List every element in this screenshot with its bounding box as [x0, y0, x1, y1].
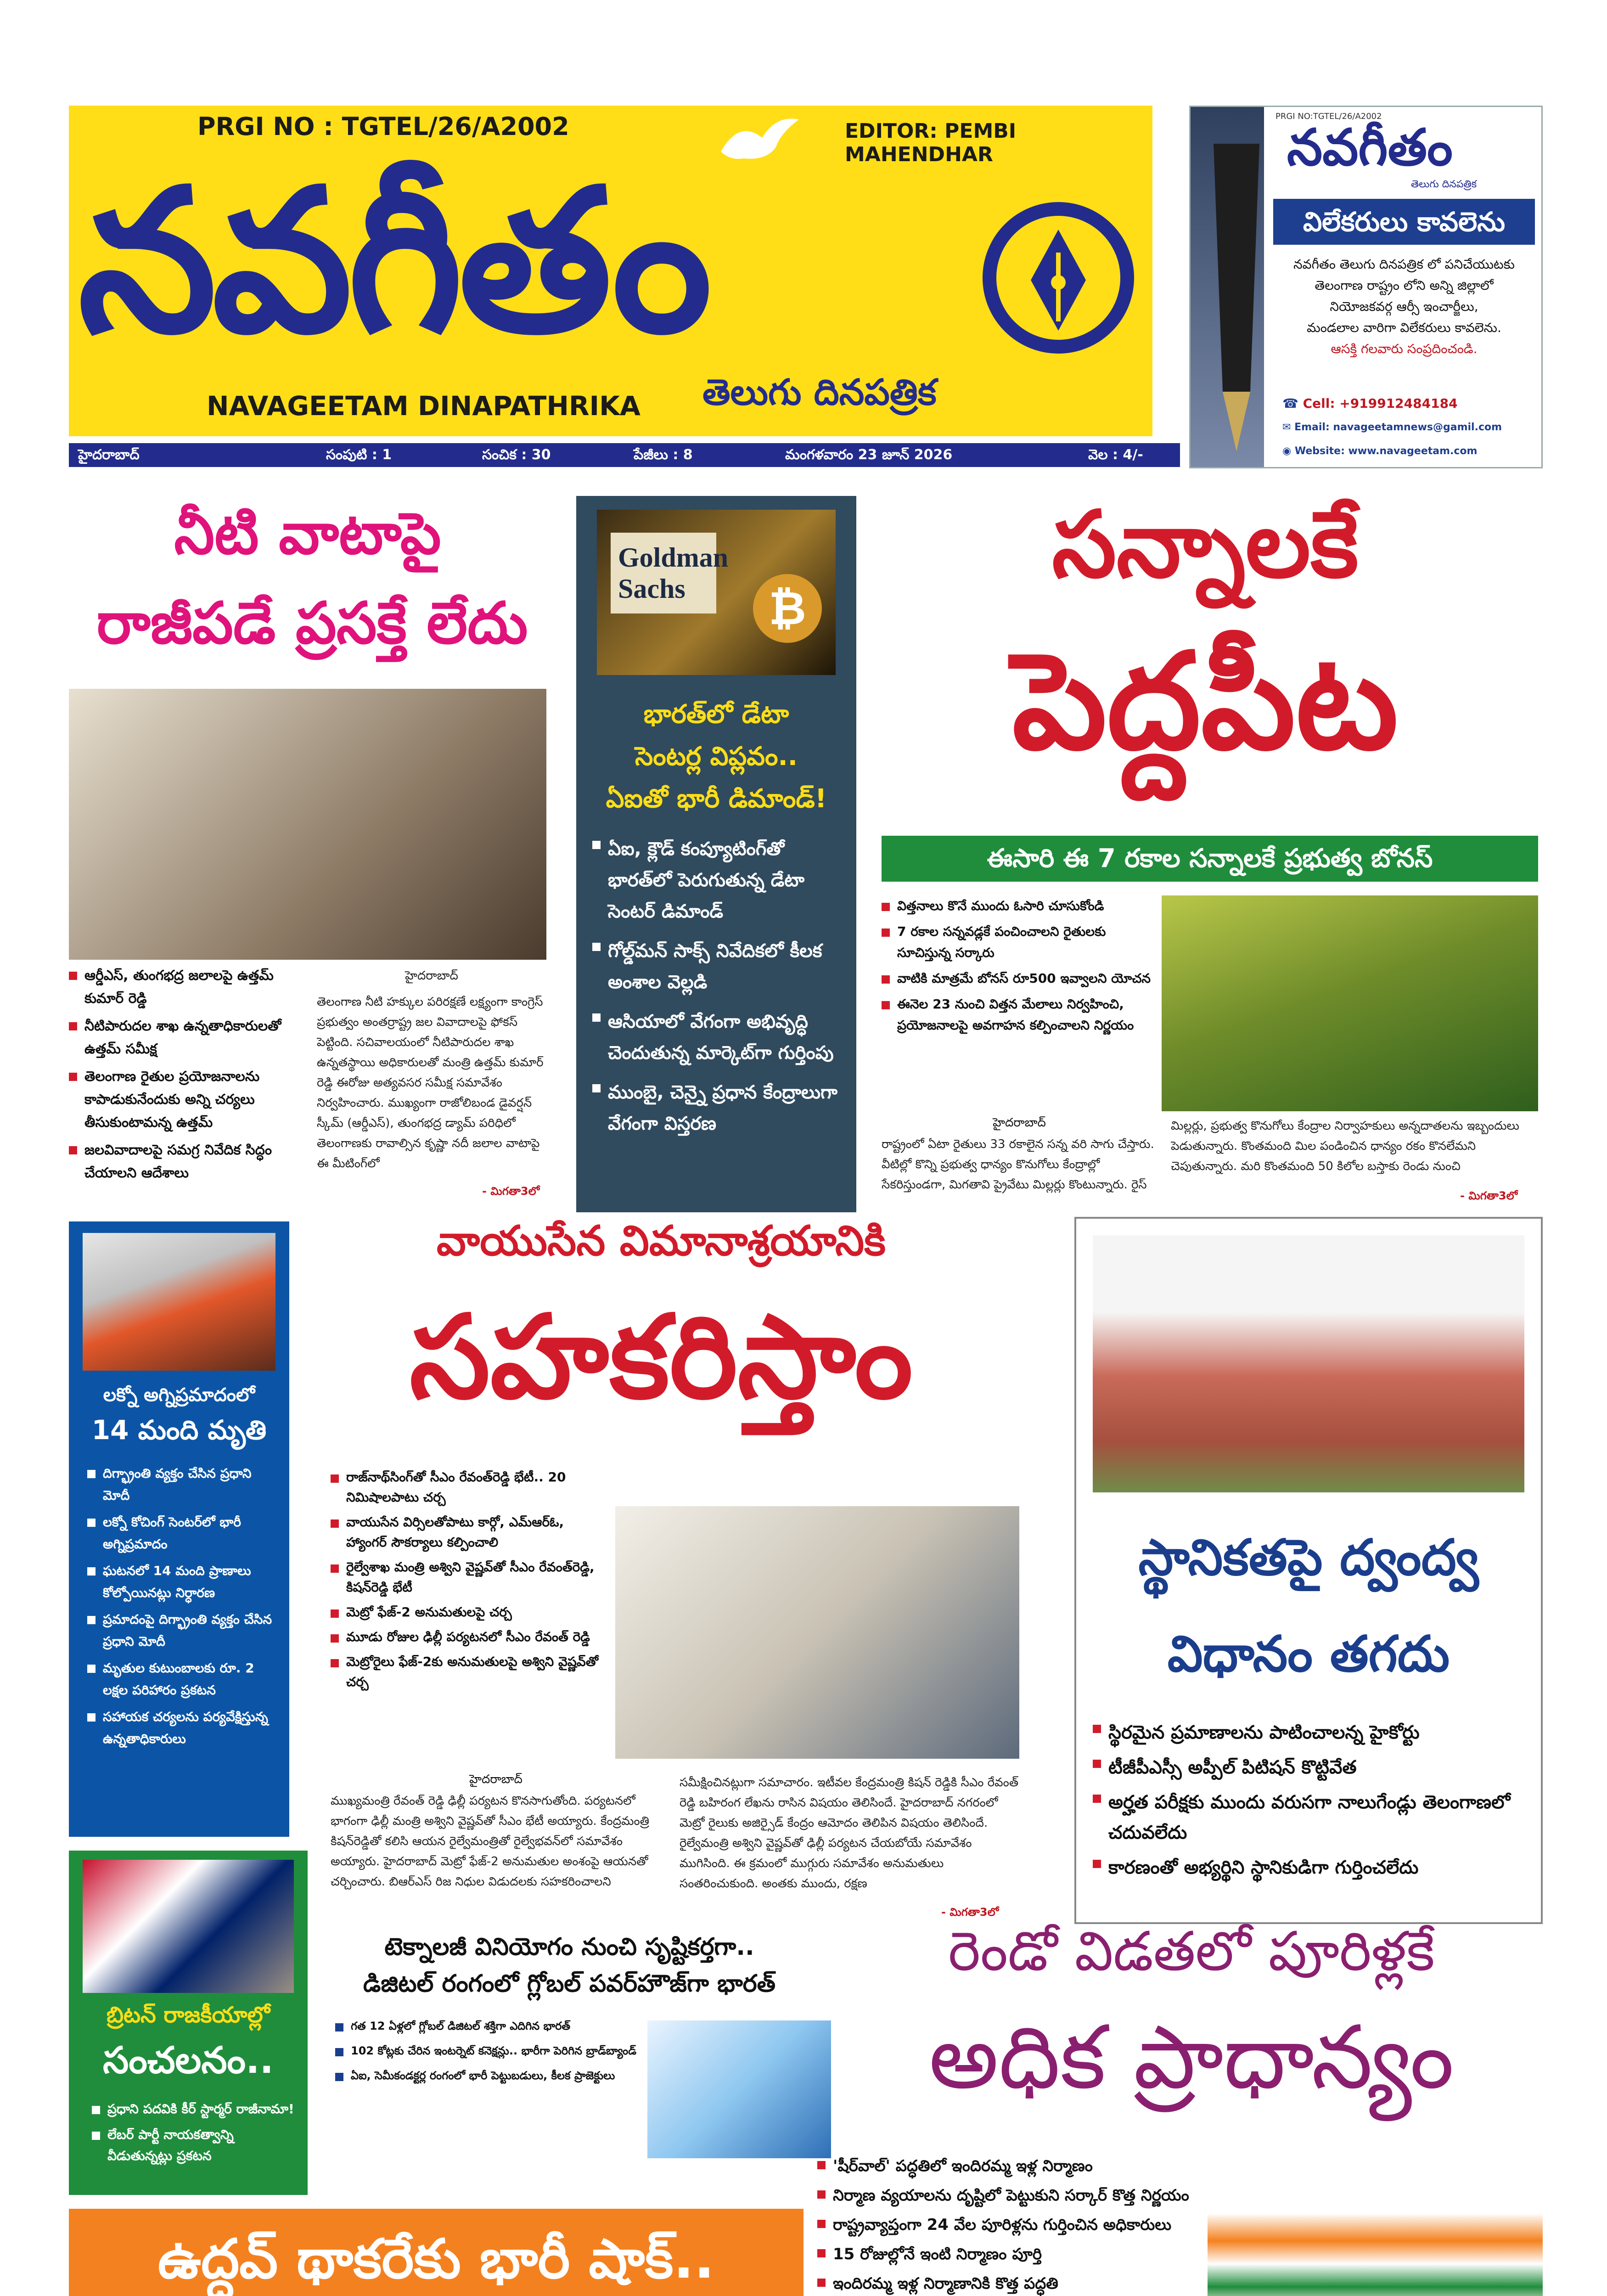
- list-item: గత 12 ఏళ్లలో గ్లోబల్ డిజిటల్ శక్తిగా ఎదిగిన భారత్: [335, 2016, 638, 2036]
- english-name: NAVAGEETAM DINAPATHRIKA: [207, 390, 641, 422]
- list-item: స్థిరమైన ప్రమాణాలను పాటించాలన్న హైకోర్టు: [1093, 1717, 1529, 1748]
- list-item: ఇందిరమ్మ ఇళ్ల నిర్మాణానికి కొత్త పద్ధతి: [817, 2271, 1198, 2296]
- list-item: లక్నో కోచింగ్ సెంటర్‌లో భారీ అగ్నిప్రమాదం: [87, 1511, 280, 1555]
- indiramma-house-photo: [1208, 2167, 1543, 2296]
- ad-body-line: నవగీతం తెలుగు దినపత్రిక లో పనిచేయుటకు: [1293, 257, 1515, 272]
- starmer-photo: [83, 1860, 294, 1993]
- story5-dateline: హైదరాబాద్: [469, 1773, 523, 1786]
- rice-crop-photo: [1162, 895, 1538, 1111]
- story9-headline1: రెండో విడతలో పూరిళ్లకే: [948, 1919, 1435, 1983]
- ad-subtitle: తెలుగు దినపత్రిక: [1411, 179, 1477, 190]
- list-item: 102 కోట్లకు చేరిన ఇంటర్నెట్ కనెక్షన్లు.. భారీగా పెరిగిన బ్రాడ్‌బ్యాండ్: [335, 2041, 638, 2061]
- story2-headline2: సెంటర్ల విప్లవం..: [635, 742, 798, 771]
- story6-headline2: విధానం తగదు: [1167, 1626, 1450, 1683]
- tagline: తెలుగు దినపత్రిక: [702, 372, 937, 413]
- list-item: ప్రధాని పదవికి కీర్ స్టార్మర్ రాజీనామా!: [92, 2099, 298, 2120]
- reporter-wanted-ad: [1189, 106, 1543, 468]
- story1-bullets: [69, 964, 308, 1189]
- info-pages: పేజీలు : 8: [634, 447, 693, 463]
- list-item: రైల్వేశాఖ మంత్రి అశ్విని వైష్ణవ్‌తో సీఎం రేవంత్‌రెడ్డి, కిషన్‌రెడ్డి భేటీ: [331, 1557, 606, 1598]
- story3-body1: రాష్ట్రంలో ఏటా రైతులు 33 రకాలైన సన్న వరి సాగు చేస్తారు. వీటిల్లో కొన్ని ప్రభుత్వ ధాన్యం కొనుగోలు కేంద్రాల్లో సేకరిస్తుండగా, మిగతావి ప్రైవేటు మిల్లర్లు కొంటున్నారు. రైస్: [882, 1137, 1154, 1192]
- ad-pen-icon: [1204, 135, 1273, 456]
- email-icon: ✉: [1282, 422, 1295, 433]
- ad-headline: విలేకరులు కావలెను: [1273, 199, 1535, 245]
- list-item: విత్తనాలు కొనే ముందు ఓసారి చూసుకోండి: [882, 895, 1157, 917]
- phone-icon: ☎: [1282, 396, 1303, 411]
- ad-contact-cell: ☎ Cell: +919912484184: [1282, 396, 1458, 411]
- list-item: తెలంగాణ రైతుల ప్రయోజనాలను కాపాడుకునేందుకు అన్ని చర్యలు తీసుకుంటామన్న ఉత్తమ్: [69, 1065, 308, 1134]
- story4-bullets: [87, 1463, 280, 1755]
- story7-bullets: [92, 2099, 298, 2171]
- ad-body-line: ఆసక్తి గలవారు సంప్రదించండి.: [1331, 341, 1478, 356]
- story5-headline1: వాయుసేన విమానాశ్రయానికి: [436, 1217, 886, 1265]
- list-item: వాటికి మాత్రమే బోనస్ రూ500 ఇవ్వాలని యోచన: [882, 968, 1157, 989]
- list-item: మెట్రోరైలు ఫేజ్-2కు అనుమతులపై అశ్విని వైష్ణవ్‌తో చర్చ: [331, 1652, 606, 1692]
- story7-headline2: సంచలనం..: [103, 2039, 274, 2082]
- list-item: మృతుల కుటుంబాలకు రూ. 2 లక్షల పరిహారం ప్రకటన: [87, 1657, 280, 1701]
- list-item: ఆసియాలో వేగంగా అభివృద్ధి చెందుతున్న మార్కెట్‌గా గుర్తింపు: [592, 1006, 845, 1069]
- list-item: ముంబై, చెన్నై ప్రధాన కేంద్రాలుగా వేగంగా విస్తరణ: [592, 1077, 845, 1139]
- story1-body: తెలంగాణ నీటి హక్కుల పరిరక్షణే లక్ష్యంగా కాంగ్రెస్ ప్రభుత్వం అంతర్రాష్ట్ర జల వివాదాలపై ఫోకస్ పెట్టింది. సచివాలయంలో నీటిపారుదల శాఖ ఉన్నతస్థాయి అధికారులతో మంత్రి ఉత్తమ్ కుమార్ రెడ్డి ఈరోజు అత్యవసర సమీక్ష సమావేశం నిర్వహించారు. ముఖ్యంగా రాజోలిబండ డైవర్షన్ స్కీమ్ (ఆర్డీఎస్), తుంగభద్ర డ్యామ్ పరిధిలో తెలంగాణకు రావాల్సిన కృష్ణా నదీ జలాల వాటాపై ఈ మీటింగ్‌లో: [317, 995, 544, 1171]
- list-item: ఈనెల 23 నుంచి విత్తన మేలాలు నిర్వహించి, ప్రయోజనాలపై అవగాహన కల్పించాలని నిర్ణయం: [882, 994, 1157, 1036]
- story5-byline: - మిగతా3లో: [941, 1906, 999, 1919]
- story2-headline: [583, 693, 849, 820]
- story8-headline1: టెక్నాలజీ వినియోగం నుంచి సృష్టికర్తగా..: [384, 1933, 754, 1961]
- info-city: హైదరాబాద్: [78, 447, 140, 463]
- story5-bullets: [331, 1467, 606, 1697]
- info-volume: సంపుటి : 1: [326, 447, 392, 463]
- list-item: ఆర్డీఎస్, తుంగభద్ర జలాలపై ఉత్తమ్ కుమార్ రెడ్డి: [69, 964, 308, 1010]
- list-item: ఏఐ, సెమీకండక్టర్ల రంగంలో భారీ పెట్టుబడులు, కీలక ప్రాజెక్టులు: [335, 2065, 638, 2086]
- list-item: జలవివాదాలపై సమగ్ర నివేదిక సిద్ధం చేయాలని ఆదేశాలు: [69, 1139, 308, 1185]
- story10-headline: ఉద్ధవ్ థాకరేకు భారీ షాక్..: [157, 2227, 715, 2290]
- story3-banner: ఈసారి ఈ 7 రకాల సన్నాలకే ప్రభుత్వ బోనస్: [882, 836, 1538, 882]
- goldman-sachs-image: [597, 510, 836, 675]
- ad-body-line: మండలాల వారిగా విలేకరులు కావలెను.: [1307, 320, 1501, 335]
- list-item: మెట్రో ఫేజ్-2 అనుమతులపై చర్చ: [331, 1602, 606, 1622]
- ad-body-line: తెలంగాణ రాష్ట్రం లోని అన్ని జిల్లాలో: [1315, 278, 1494, 293]
- info-issue: సంచిక : 30: [482, 447, 551, 463]
- goldman-sachs-label: Goldman Sachs: [611, 533, 716, 613]
- story6-bullets: [1093, 1717, 1529, 1887]
- list-item: అర్హత పరీక్షకు ముందు వరుసగా నాలుగేండ్లు తెలంగాణలో చదువలేదు: [1093, 1787, 1529, 1848]
- revanth-rajnath-photo: [615, 1506, 1019, 1759]
- masthead: [69, 106, 1152, 436]
- editor-name: EDITOR: PEMBI MAHENDHAR: [845, 119, 1017, 166]
- story1-byline: - మిగతా3లో: [482, 1185, 540, 1198]
- story5-body2: సమీక్షించినట్లుగా సమాచారం. ఇటీవల కేంద్రమంత్రి కిషన్ రెడ్డికి సీఎం రేవంత్ రెడ్డి బహిరంగ లేఖను రాసిన విషయం తెలిసిందే. హైదరాబాద్ నగరంలో మెట్రో రైలుకు అజిర్సైడ్ కేంద్రం ఆమోదం తెలిపిన విషయం తెలిసిందే. రైల్వేమంత్రి అశ్విని వైష్ణవ్‌తో ఢిల్లీ పర్యటన చేయబోయే సమావేశం ముగిసింది. ఈ క్రమంలో ముగ్గురు సమావేశం అనుమతులు సంతరించుకుంది. అంతకు ముందు, రక్షణ: [680, 1776, 1019, 1891]
- ad-body-line: నియోజకవర్గ ఆర్సీ ఇంచార్జీలు,: [1330, 299, 1478, 314]
- story5-body1: ముఖ్యమంత్రి రేవంత్ రెడ్డి ఢిల్లీ పర్యటన కొనసాగుతోంది. పర్యటనలో భాగంగా ఢిల్లీ మంత్రి అశ్విని వైష్ణవ్‌తో సీఎం భేటీ అయ్యారు. కేంద్రమంత్రి కిషన్‌రెడ్డితో కలిసి ఆయన రైల్వేమంత్రితో రైల్వేభవన్‌లో సమావేశం అయ్యారు. హైదరాబాద్ మెట్రో ఫేజ్-2 అనుమతుల అంశంపై ఆయనతో చర్చించారు. బిఆర్ఎస్ రిజ నిధుల విడుదలకు సహకరించాలని: [331, 1794, 650, 1889]
- dove-icon: [712, 110, 804, 170]
- ad-contact-email: ✉ Email: navageetamnews@gamil.com: [1282, 422, 1502, 433]
- story5-headline2: సహకరిస్తాం: [410, 1290, 913, 1424]
- list-item: గోల్డ్‌మన్ సాక్స్ నివేదికలో కీలక అంశాల వెల్లడి: [592, 935, 845, 998]
- list-item: నిర్మాణ వ్యయాలను దృష్టిలో పెట్టుకుని సర్కార్ కొత్త నిర్ణయం: [817, 2183, 1198, 2208]
- list-item: ఘటనలో 14 మంది ప్రాణాలు కోల్పోయినట్లు నిర్ధారణ: [87, 1560, 280, 1604]
- story3-byline: - మిగతా3లో: [1460, 1189, 1518, 1202]
- story3-headline1: సన్నాలకే: [1052, 491, 1359, 598]
- story1-headline1: నీటి వాటాపై: [174, 501, 441, 567]
- story2-headline3: ఏఐతో భారీ డిమాండ్!: [606, 784, 827, 814]
- info-price: వెల : 4/-: [1088, 447, 1143, 463]
- story9-headline2: అధిక ప్రాధాన్యం: [929, 2007, 1454, 2108]
- prgi-number: PRGI NO : TGTEL/26/A2002: [197, 112, 569, 141]
- ad-title: నవగీతం: [1287, 118, 1453, 177]
- list-item: సహాయక చర్యలను పర్యవేక్షిస్తున్న ఉన్నతాధికారులు: [87, 1706, 280, 1750]
- story3-bullets: [882, 895, 1157, 1041]
- story2-bullets: [592, 833, 845, 1148]
- story4-headline: [73, 1378, 285, 1447]
- story3-headline2: పెద్దపీట: [1012, 625, 1399, 779]
- uttam-kumar-photo: [69, 689, 546, 960]
- info-date: మంగళవారం 23 జూన్ 2026: [785, 447, 953, 463]
- fire-photo: [83, 1233, 275, 1371]
- list-item: వాయుసేన విర్సిలతోపాటు కార్గో, ఎమ్ఆర్ఓ, హ్యాంగర్ సౌకర్యాలు కల్పించాలి: [331, 1512, 606, 1553]
- list-item: టీజీపీఎస్సీ అప్పీల్ పిటిషన్ కొట్టివేత: [1093, 1752, 1529, 1783]
- list-item: కారణంతో అభ్యర్థిని స్థానికుడిగా గుర్తించలేదు: [1093, 1852, 1529, 1883]
- list-item: దిగ్భ్రాంతి వ్యక్తం చేసిన ప్రధాని మోదీ: [87, 1463, 280, 1507]
- list-item: రాజ్‌నాథ్‌సింగ్‌తో సీఎం రేవంత్‌రెడ్డి భేటీ.. 20 నిమిషాలపాటు చర్చ: [331, 1467, 606, 1508]
- ad-prgi: PRGI NO:TGTEL/26/A2002: [1275, 112, 1382, 121]
- list-item: ఏఐ, క్లౌడ్ కంప్యూటింగ్‌తో భారత్‌లో పెరుగుతున్న డేటా సెంటర్ డిమాండ్: [592, 833, 845, 927]
- story4-headline2: 14 మంది మృతి: [91, 1414, 267, 1446]
- story7-headline1: బ్రిటన్ రాజకీయాల్లో: [106, 2002, 270, 2028]
- pen-nib-icon: [983, 202, 1134, 354]
- bitcoin-icon: ₿: [753, 574, 822, 643]
- story4-headline1: లక్నో అగ్నిప్రమాదంలో: [103, 1384, 255, 1406]
- story9-bullets: [817, 2154, 1198, 2296]
- story3-body2: మిల్లర్లు, ప్రభుత్వ కొనుగోలు కేంద్రాల నిర్వాహకులు అన్నదాతలను ఇబ్బందులు పెడుతున్నారు. కొంతమంది మిల పండించిన ధాన్యం రకం కొనలేమని చెపుతున్నారు. మరి కొంతమంది 50 కిలోల బస్తాకు రెండు నుంచి: [1171, 1119, 1519, 1173]
- list-item: ప్రమాదంపై దిగ్భ్రాంతి వ్యక్తం చేసిన ప్రధాని మోదీ: [87, 1609, 280, 1653]
- story2-headline1: భారత్‌లో డేటా: [643, 699, 789, 729]
- digital-india-map-image: [647, 2020, 831, 2158]
- ad-body: [1269, 254, 1540, 360]
- ad-contact: [1282, 392, 1540, 463]
- story1-dateline: హైదరాబాద్: [405, 969, 458, 983]
- list-item: మూడు రోజుల ఢిల్లీ పర్యటనలో సీఎం రేవంత్ రెడ్డి: [331, 1627, 606, 1647]
- story6-headline1: స్థానికతపై ద్వంద్వ: [1138, 1529, 1479, 1587]
- story1-headline2: రాజీపడే ప్రసక్తే లేదు: [96, 590, 528, 657]
- story8-headline2: డిజిటల్ రంగంలో గ్లోబల్ పవర్‌హౌజ్‌గా భారత్: [363, 1970, 776, 1998]
- info-bar: [69, 443, 1180, 467]
- list-item: 15 రోజుల్లోనే ఇంటి నిర్మాణం పూర్తి: [817, 2242, 1198, 2267]
- list-item: 'షీర్‌వాల్' పద్ధతిలో ఇందిరమ్మ ఇళ్ల నిర్మాణం: [817, 2154, 1198, 2178]
- story8-bullets: [335, 2016, 638, 2090]
- list-item: రాష్ట్రవ్యాప్తంగా 24 వేల పూరిళ్లను గుర్తించిన అధికారులు: [817, 2212, 1198, 2237]
- website-icon: ◉: [1282, 445, 1295, 457]
- high-court-photo: [1093, 1235, 1524, 1492]
- story3-dateline: హైదరాబాద్: [993, 1116, 1046, 1130]
- list-item: నీటిపారుదల శాఖ ఉన్నతాధికారులతో ఉత్తమ్ సమీక్ష: [69, 1015, 308, 1061]
- list-item: లేబర్ పార్టీ నాయకత్వాన్ని వీడుతున్నట్లు ప్రకటన: [92, 2124, 298, 2167]
- masthead-title: నవగీతం: [78, 147, 708, 377]
- list-item: 7 రకాల సన్నవడ్లకే పంచించాలని రైతులకు సూచిస్తున్న సర్కారు: [882, 921, 1157, 963]
- ad-contact-website: ◉ Website: www.navageetam.com: [1282, 445, 1478, 457]
